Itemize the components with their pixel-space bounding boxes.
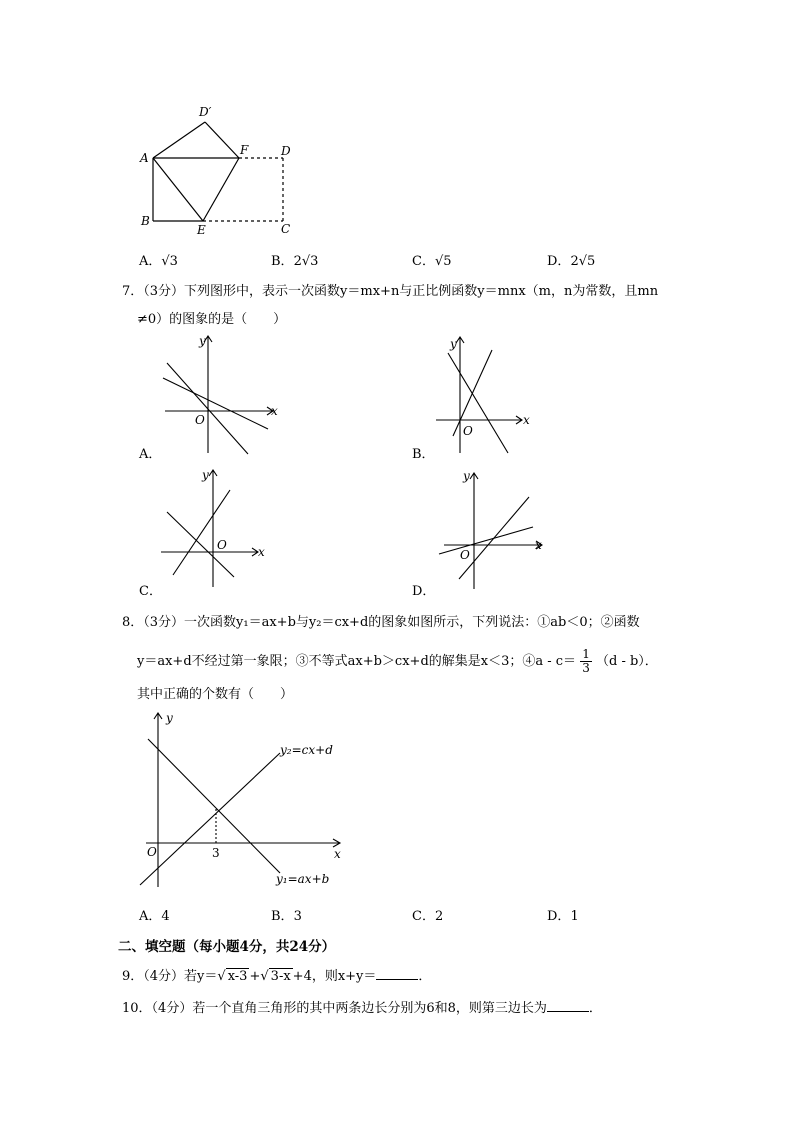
tick-label-3: 3 xyxy=(212,846,220,860)
label-D-prime: D′ xyxy=(199,105,212,119)
option-value: 2√5 xyxy=(570,254,596,269)
sqrt-symbol: √ xyxy=(217,969,226,984)
q8-option-d[interactable] xyxy=(547,905,579,924)
option-letter: D． xyxy=(547,254,571,269)
q9-end: ． xyxy=(418,969,432,984)
q6-option-c[interactable] xyxy=(412,250,452,269)
fraction-one-third xyxy=(580,648,592,675)
origin-label: O xyxy=(195,413,205,427)
q7-graph-d xyxy=(430,464,555,594)
q10-answer-blank[interactable] xyxy=(547,999,589,1012)
q8-option-a[interactable] xyxy=(139,905,170,924)
option-value: √3 xyxy=(161,254,178,269)
option-letter: B． xyxy=(271,254,294,269)
q9-radicand-2: 3-x xyxy=(270,969,291,984)
q8-stem-line2-part2: （d - b）． xyxy=(595,654,658,669)
q7-stem-line1: 7．（3分）下列图形中，表示一次函数y＝mx+n与正比例函数y＝mnx（m，n为常数，且mn xyxy=(122,284,659,299)
option-value: 3 xyxy=(293,909,302,924)
q8-function-graph xyxy=(130,705,350,895)
q7-graph-c xyxy=(155,464,280,594)
q7-option-c[interactable]: C． xyxy=(139,584,162,599)
q8-option-c[interactable] xyxy=(412,905,443,924)
y-axis-label: y xyxy=(199,334,206,348)
origin-label: O xyxy=(463,424,473,438)
option-letter: C． xyxy=(412,909,435,924)
option-value: 2√3 xyxy=(293,254,319,269)
origin-label: O xyxy=(460,548,470,562)
x-axis-label: x xyxy=(258,545,265,559)
x-axis-label: x xyxy=(535,538,542,552)
q7-graph-b xyxy=(430,330,545,460)
option-value: 1 xyxy=(570,909,579,924)
label-A: A xyxy=(140,151,149,165)
q8-option-b[interactable] xyxy=(271,905,302,924)
q6-option-a[interactable] xyxy=(139,250,178,269)
label-E: E xyxy=(197,223,206,237)
q9-plus: + xyxy=(249,969,261,984)
x-axis-label: x xyxy=(334,847,341,861)
q9-radicand-1: x-3 xyxy=(227,969,248,984)
q8-stem-line2 xyxy=(137,648,658,675)
label-D: D xyxy=(281,144,291,158)
y-axis-label: y xyxy=(202,468,209,482)
origin-label: O xyxy=(147,845,157,859)
q6-option-b[interactable] xyxy=(271,250,318,269)
q7-option-b[interactable]: B． xyxy=(412,447,435,462)
q6-option-d[interactable] xyxy=(547,250,595,269)
label-C: C xyxy=(281,222,291,236)
option-value: √5 xyxy=(434,254,452,269)
option-letter: D． xyxy=(547,909,571,924)
section-heading-fill-blank: 二、填空题（每小题4分，共24分） xyxy=(118,939,336,955)
q9-answer-blank[interactable] xyxy=(376,967,418,980)
y-axis-label: y xyxy=(166,711,173,725)
origin-label: O xyxy=(217,538,227,552)
label-F: F xyxy=(240,143,249,157)
fraction-numerator: 1 xyxy=(582,647,590,661)
q9-stem xyxy=(122,967,431,986)
q7-option-d[interactable]: D． xyxy=(412,584,436,599)
q10-text: 10．（4分）若一个直角三角形的其中两条边长分别为6和8，则第三边长为 xyxy=(122,1001,547,1016)
x-axis-label: x xyxy=(523,413,530,427)
x-axis-label: x xyxy=(271,404,278,418)
y-axis-label: y xyxy=(463,469,470,483)
q8-stem-line1: 8．（3分）一次函数y₁＝ax+b与y₂＝cx+d的图象如图所示，下列说法：①ab＜0；②函数 xyxy=(122,615,640,630)
label-B: B xyxy=(141,214,150,228)
option-value: 2 xyxy=(434,909,444,924)
option-letter: A． xyxy=(139,909,162,924)
q10-end: ． xyxy=(588,1001,602,1016)
q9-suffix: +4，则x+y＝ xyxy=(292,969,377,984)
sqrt-symbol: √ xyxy=(260,969,269,984)
q8-stem-line2-part1: y＝ax+d不经过第一象限；③不等式ax+b＞cx+d的解集是x＜3；④a - c＝ xyxy=(137,654,577,669)
q8-stem-line3: 其中正确的个数有（ ） xyxy=(137,687,294,702)
option-letter: B． xyxy=(271,909,294,924)
q7-option-a[interactable]: A． xyxy=(139,447,162,462)
option-letter: C． xyxy=(412,254,435,269)
y-axis-label: y xyxy=(450,337,457,351)
option-value: 4 xyxy=(161,909,170,924)
geometry-figure xyxy=(135,100,305,240)
fraction-denominator: 3 xyxy=(582,661,590,675)
line-label-y2: y₂=cx+d xyxy=(280,743,333,757)
option-letter: A． xyxy=(139,254,162,269)
q7-graph-a xyxy=(155,330,285,460)
line-label-y1: y₁=ax+b xyxy=(276,872,330,886)
q10-stem xyxy=(122,999,602,1018)
q7-stem-line2: ≠0）的图象的是（ ） xyxy=(137,312,287,327)
q9-prefix: 9．（4分）若y＝ xyxy=(122,969,218,984)
